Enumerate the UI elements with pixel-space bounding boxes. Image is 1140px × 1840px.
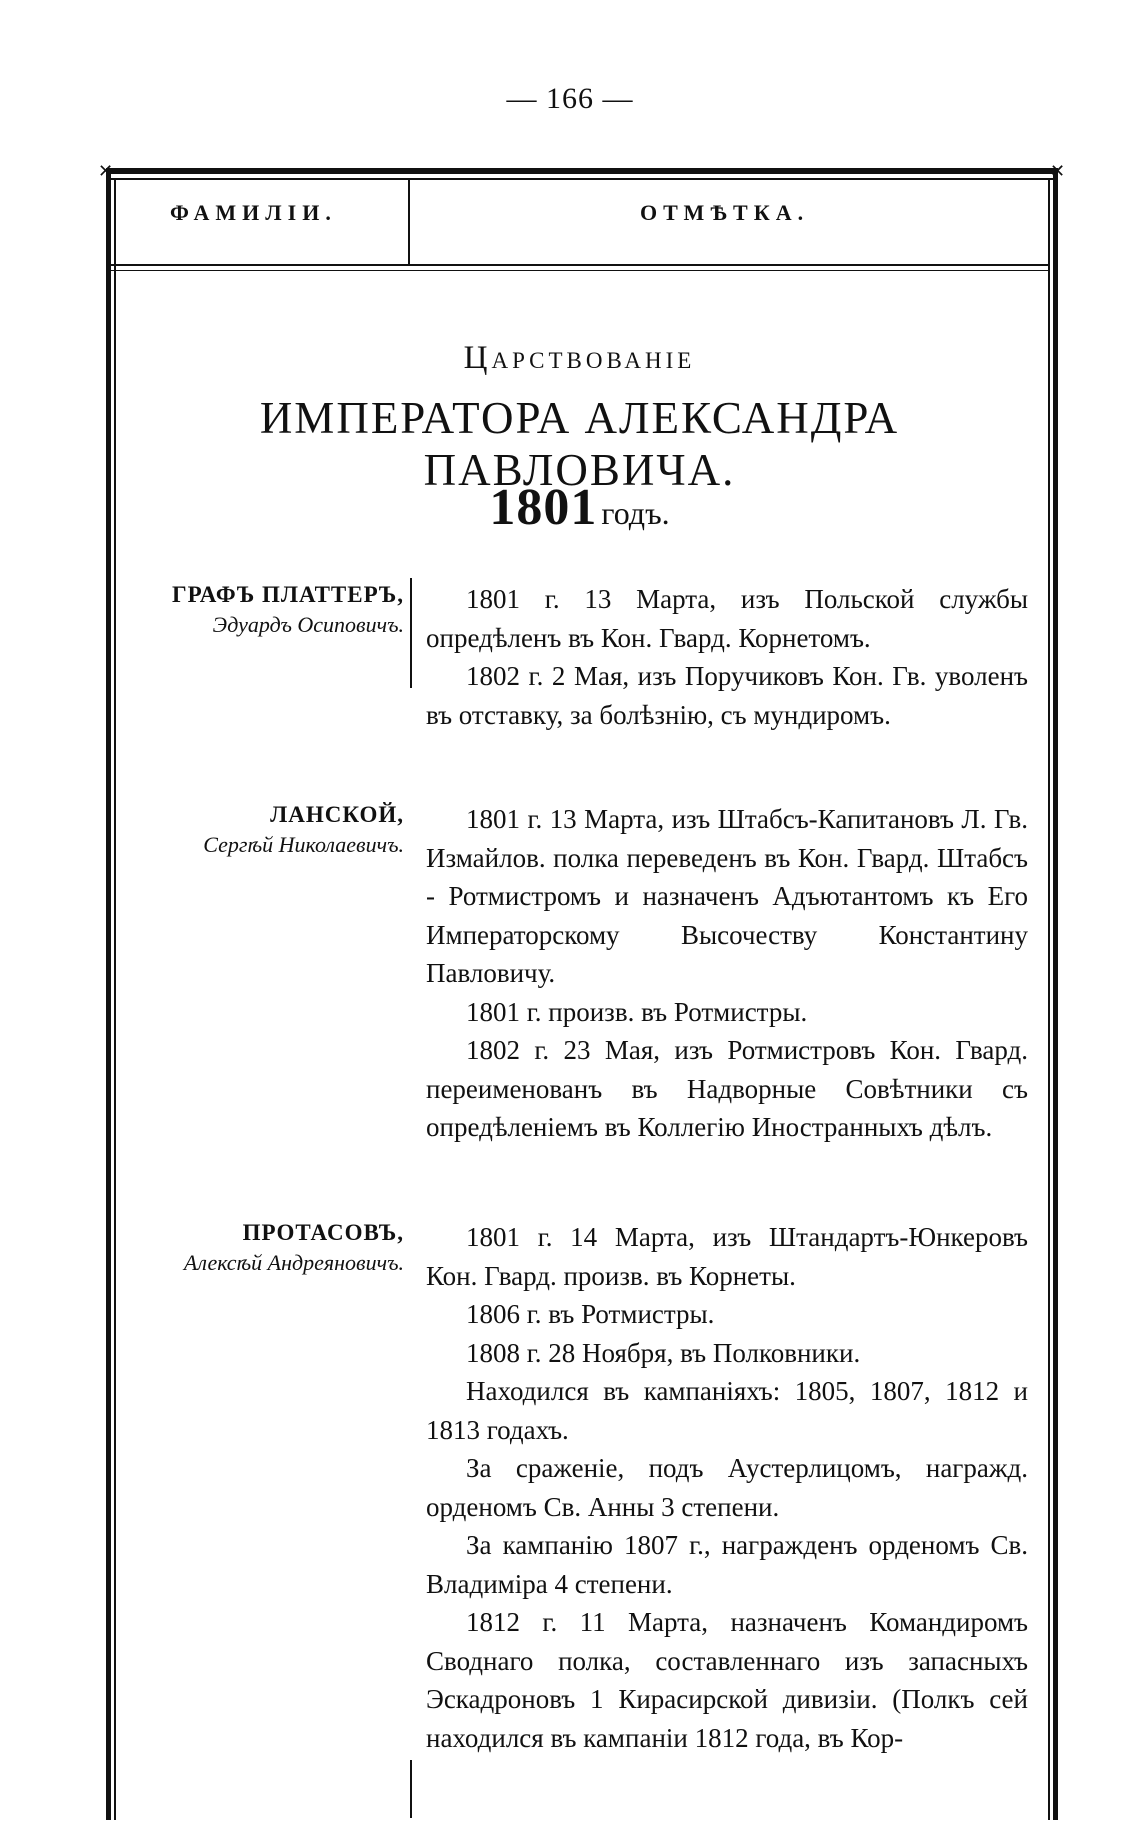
year-word: годъ. (601, 495, 670, 531)
entry-name (116, 580, 404, 640)
entry-notes (426, 800, 1028, 1147)
year-heading (111, 478, 1048, 537)
page-number: — 166 — (506, 82, 634, 115)
note-paragraph: 1808 г. 28 Ноября, въ Полковники. (466, 1337, 861, 1368)
surname: ГРАФЪ ПЛАТТЕРЪ, (171, 582, 404, 607)
note-paragraph: За сраженіе, подъ Аустерлицомъ, награжд. орденомъ Св. Анны 3 степени. (426, 1453, 1028, 1522)
column-divider (410, 1760, 412, 1818)
note-paragraph: Находился въ кампаніяхъ: 1805, 1807, 1812 и 1813 годахъ. (426, 1376, 1028, 1445)
surname: ЛАНСКОЙ, (270, 802, 404, 827)
note-paragraph: 1802 г. 2 Мая, изъ Поручиковъ Кон. Гв. уволенъ въ отставку, за болѣзнію, съ мундиромъ. (426, 661, 1028, 730)
given-name: Алексѣй Андреяновичъ. (183, 1250, 404, 1275)
reign-title: Царствованіе (463, 340, 696, 376)
header-names: ФАМИЛІИ. (170, 200, 337, 225)
column-divider (410, 578, 412, 688)
corner-ornament-icon: ✕ (1050, 161, 1066, 181)
note-paragraph: 1812 г. 11 Марта, назначенъ Командиромъ Своднаго полка, составленнаго изъ запасныхъ Эскадроновъ 1 Кирасирской дивизіи. (Полкъ сей находился въ кампаніи 1812 года, въ Кор- (426, 1607, 1028, 1753)
year-number: 1801 (489, 479, 598, 536)
reign-emperor: ИМПЕРАТОРА АЛЕКСАНДРА ПАВЛОВИЧА. (259, 393, 900, 495)
given-name: Сергѣй Николаевичъ. (203, 832, 404, 857)
note-paragraph: 1801 г. 13 Марта, изъ Польской службы опредѣленъ въ Кон. Гвард. Корнетомъ. (426, 584, 1028, 653)
note-paragraph: 1801 г. 14 Марта, изъ Штандартъ-Юнкеровъ Кон. Гвард. произв. въ Корнеты. (426, 1222, 1028, 1291)
note-paragraph: За кампанію 1807 г., награжденъ орденомъ Св. Владиміра 4 степени. (426, 1530, 1028, 1599)
note-paragraph: 1806 г. въ Ротмистры. (466, 1299, 715, 1329)
entry-name (116, 800, 404, 860)
entry-notes (426, 1218, 1028, 1757)
corner-ornament-icon: ✕ (98, 161, 114, 181)
header-notes: ОТМѢТКА. (640, 200, 810, 225)
entry-name (116, 1218, 404, 1278)
note-paragraph: 1801 г. произв. въ Ротмистры. (466, 996, 808, 1027)
frame-rule (111, 270, 1048, 271)
note-paragraph: 1801 г. 13 Марта, изъ Штабсъ-Капитановъ Л. Гв. Измайлов. полка переведенъ въ Кон. Гвард. Штабсъ - Ротмистромъ и назначенъ Адъютантомъ къ Его Императорскому Высочеству Константину Павловичу. (426, 804, 1028, 988)
surname: ПРОТАСОВЪ, (242, 1220, 404, 1245)
note-paragraph: 1802 г. 23 Мая, изъ Ротмистровъ Кон. Гвард. переименованъ въ Надворные Совѣтники съ опредѣленіемъ въ Коллегію Иностранныхъ дѣлъ. (426, 1035, 1028, 1142)
entry-notes (426, 580, 1028, 734)
frame-rule (1048, 180, 1050, 1820)
column-divider (408, 180, 410, 266)
given-name: Эдуардъ Осиповичъ. (212, 612, 404, 637)
